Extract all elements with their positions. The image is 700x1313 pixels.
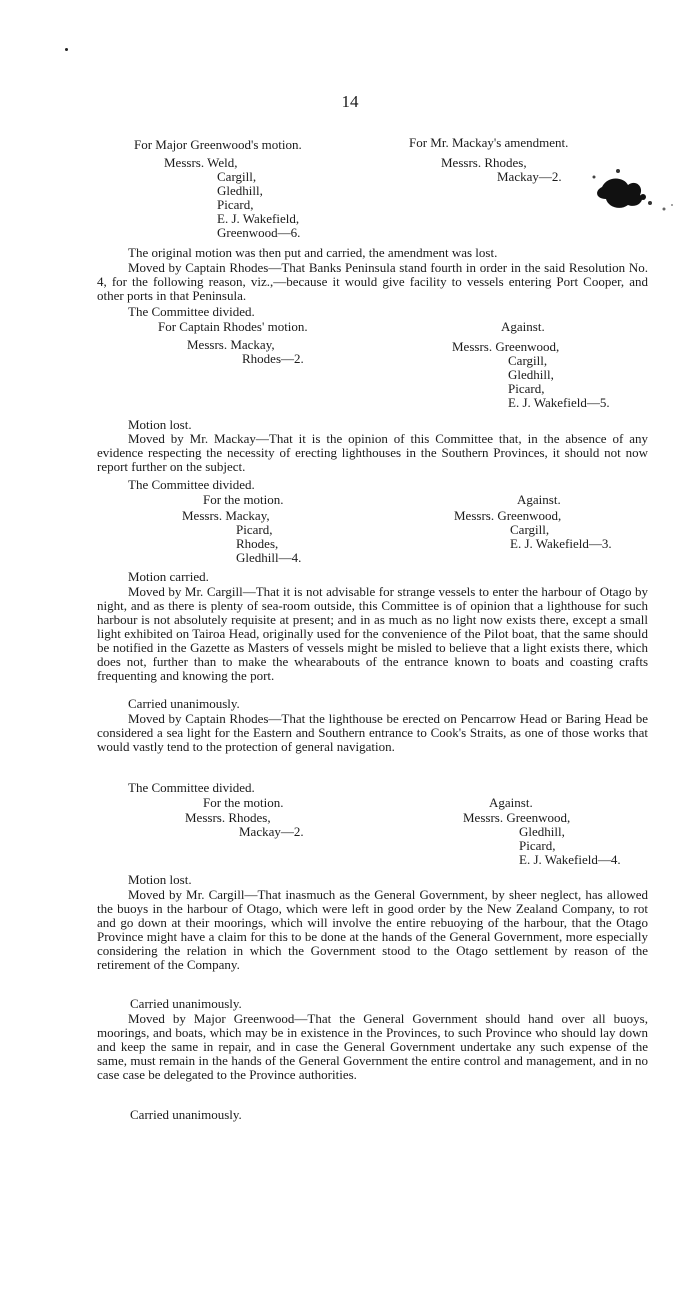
motion-lost: Motion lost.: [128, 872, 192, 887]
cargill-otago-motion: Moved by Mr. Cargill—That it is not advisable for strange vessels to enter the harbour of Otago by night, and as there is plenty of sea-room outside, this Committee is of opinion that a lighthouse for such harbour is not absolutely requisite at present; and in as much as no light now exists there, except a small light exhibited on Tairoa Head, originally used for the convenience of the Pilot boat, that the same should be notified in the Gazette as Masters of vessels might be misled to believe that a light exists there, which does not, further than to make the whearabouts of the entrance known to boats and coasting crafts frequenting and knowing the port.: [97, 584, 648, 683]
name-entry: Gledhill,: [519, 824, 565, 839]
vote3-left-heading: For the motion.: [203, 492, 284, 507]
name-entry: Messrs. Mackay,: [187, 337, 275, 352]
committee-divided: The Committee divided.: [128, 477, 255, 492]
vote2-left-heading: For Captain Rhodes' motion.: [158, 319, 308, 334]
name-entry: Messrs. Rhodes,: [441, 155, 527, 170]
cargill-buoys-motion: Moved by Mr. Cargill—That inasmuch as the General Government, by sheer neglect, has allowed the buoys in the harbour of Otago, which were left in good order by the New Zealand Company, to rot and go down at their moorings, which will involve the entire rebuoying of the harbour, that the Otago Province might have a claim for this to be done at the hands of the General Government, more especially considering the relation in which the Government stood to the Otago settlement by reason of the retirement of the Company.: [97, 887, 648, 972]
speck-mark: [65, 48, 68, 51]
vote1-right-heading: For Mr. Mackay's amendment.: [409, 135, 569, 150]
name-entry: Messrs. Greenwood,: [452, 339, 560, 354]
name-entry: Rhodes—2.: [242, 351, 304, 366]
name-entry: Gledhill,: [217, 183, 263, 198]
name-entry: Cargill,: [510, 522, 550, 537]
vote2-right-names: [452, 340, 610, 410]
carried-unanimously: Carried unanimously.: [130, 1107, 242, 1122]
vote4-right-names: [463, 811, 621, 867]
name-entry: Cargill,: [217, 169, 257, 184]
name-entry: Picard,: [236, 522, 273, 537]
carried-unanimously: Carried unanimously.: [128, 696, 240, 711]
name-entry: Picard,: [519, 838, 556, 853]
vote3-right-heading: Against.: [517, 492, 561, 507]
name-entry: Messrs. Greenwood,: [454, 508, 562, 523]
page-number: 14: [341, 92, 359, 111]
original-motion-text: The original motion was then put and carried, the amendment was lost.: [128, 245, 498, 260]
name-entry: Picard,: [508, 381, 545, 396]
name-entry: Cargill,: [508, 353, 548, 368]
vote1-right-names: [441, 156, 562, 184]
vote1-left-names: [164, 156, 300, 240]
name-entry: Messrs. Greenwood,: [463, 810, 571, 825]
rhodes-pencarrow-motion: Moved by Captain Rhodes—That the lighthouse be erected on Pencarrow Head or Baring Head be considered a sea light for the Eastern and Southern entrance to Cook's Straits, as one of those works that would vastly tend to the protection of general navigation.: [97, 711, 648, 754]
mackay-motion: Moved by Mr. Mackay—That it is the opinion of this Committee that, in the absence of any evidence respecting the necessity of erecting lighthouses in the Southern Provinces, it should not now report further on the subject.: [97, 431, 648, 474]
vote3-left-names: [182, 509, 301, 565]
motion-carried: Motion carried.: [128, 569, 209, 584]
carried-unanimously: Carried unanimously.: [130, 996, 242, 1011]
name-entry: Picard,: [217, 197, 254, 212]
vote4-right-heading: Against.: [489, 795, 533, 810]
name-entry: Messrs. Rhodes,: [185, 810, 271, 825]
ink-blot-mark: [580, 165, 690, 225]
motion-lost: Motion lost.: [128, 417, 192, 432]
vote1-left-heading: For Major Greenwood's motion.: [134, 137, 302, 152]
name-entry: Mackay—2.: [497, 169, 562, 184]
name-entry: E. J. Wakefield—3.: [510, 536, 612, 551]
name-entry: E. J. Wakefield,: [217, 211, 300, 226]
committee-divided: The Committee divided.: [128, 780, 255, 795]
name-entry: E. J. Wakefield—4.: [519, 852, 621, 867]
name-entry: Messrs. Weld,: [164, 155, 238, 170]
vote4-left-heading: For the motion.: [203, 795, 284, 810]
name-entry: Gledhill,: [508, 367, 554, 382]
vote2-left-names: [187, 338, 304, 366]
vote3-right-names: [454, 509, 612, 551]
vote2-right-heading: Against.: [501, 319, 545, 334]
name-entry: E. J. Wakefield—5.: [508, 395, 610, 410]
vote4-left-names: [185, 811, 304, 839]
name-entry: Greenwood—6.: [217, 225, 301, 240]
name-entry: Gledhill—4.: [236, 550, 302, 565]
rhodes-peninsula-motion: Moved by Captain Rhodes—That Banks Peninsula stand fourth in order in the said Resolution No. 4, for the following reason, viz.,—because it would give facility to vessels entering Port Cooper, and other ports in that Peninsula.: [97, 260, 648, 303]
committee-divided: The Committee divided.: [128, 304, 255, 319]
name-entry: Mackay—2.: [239, 824, 304, 839]
name-entry: Messrs. Mackay,: [182, 508, 270, 523]
greenwood-buoys-motion: Moved by Major Greenwood—That the General Government should hand over all buoys, moorings, and boats, which may be in existence in the Provinces, to such Province who should lay down and keep the same in repair, and in case the General Government undertake any such expense of the same, must remain in the hands of the General Government the entire control and management, and in no case case be delegated to the Province authorities.: [97, 1011, 648, 1082]
name-entry: Rhodes,: [236, 536, 279, 551]
